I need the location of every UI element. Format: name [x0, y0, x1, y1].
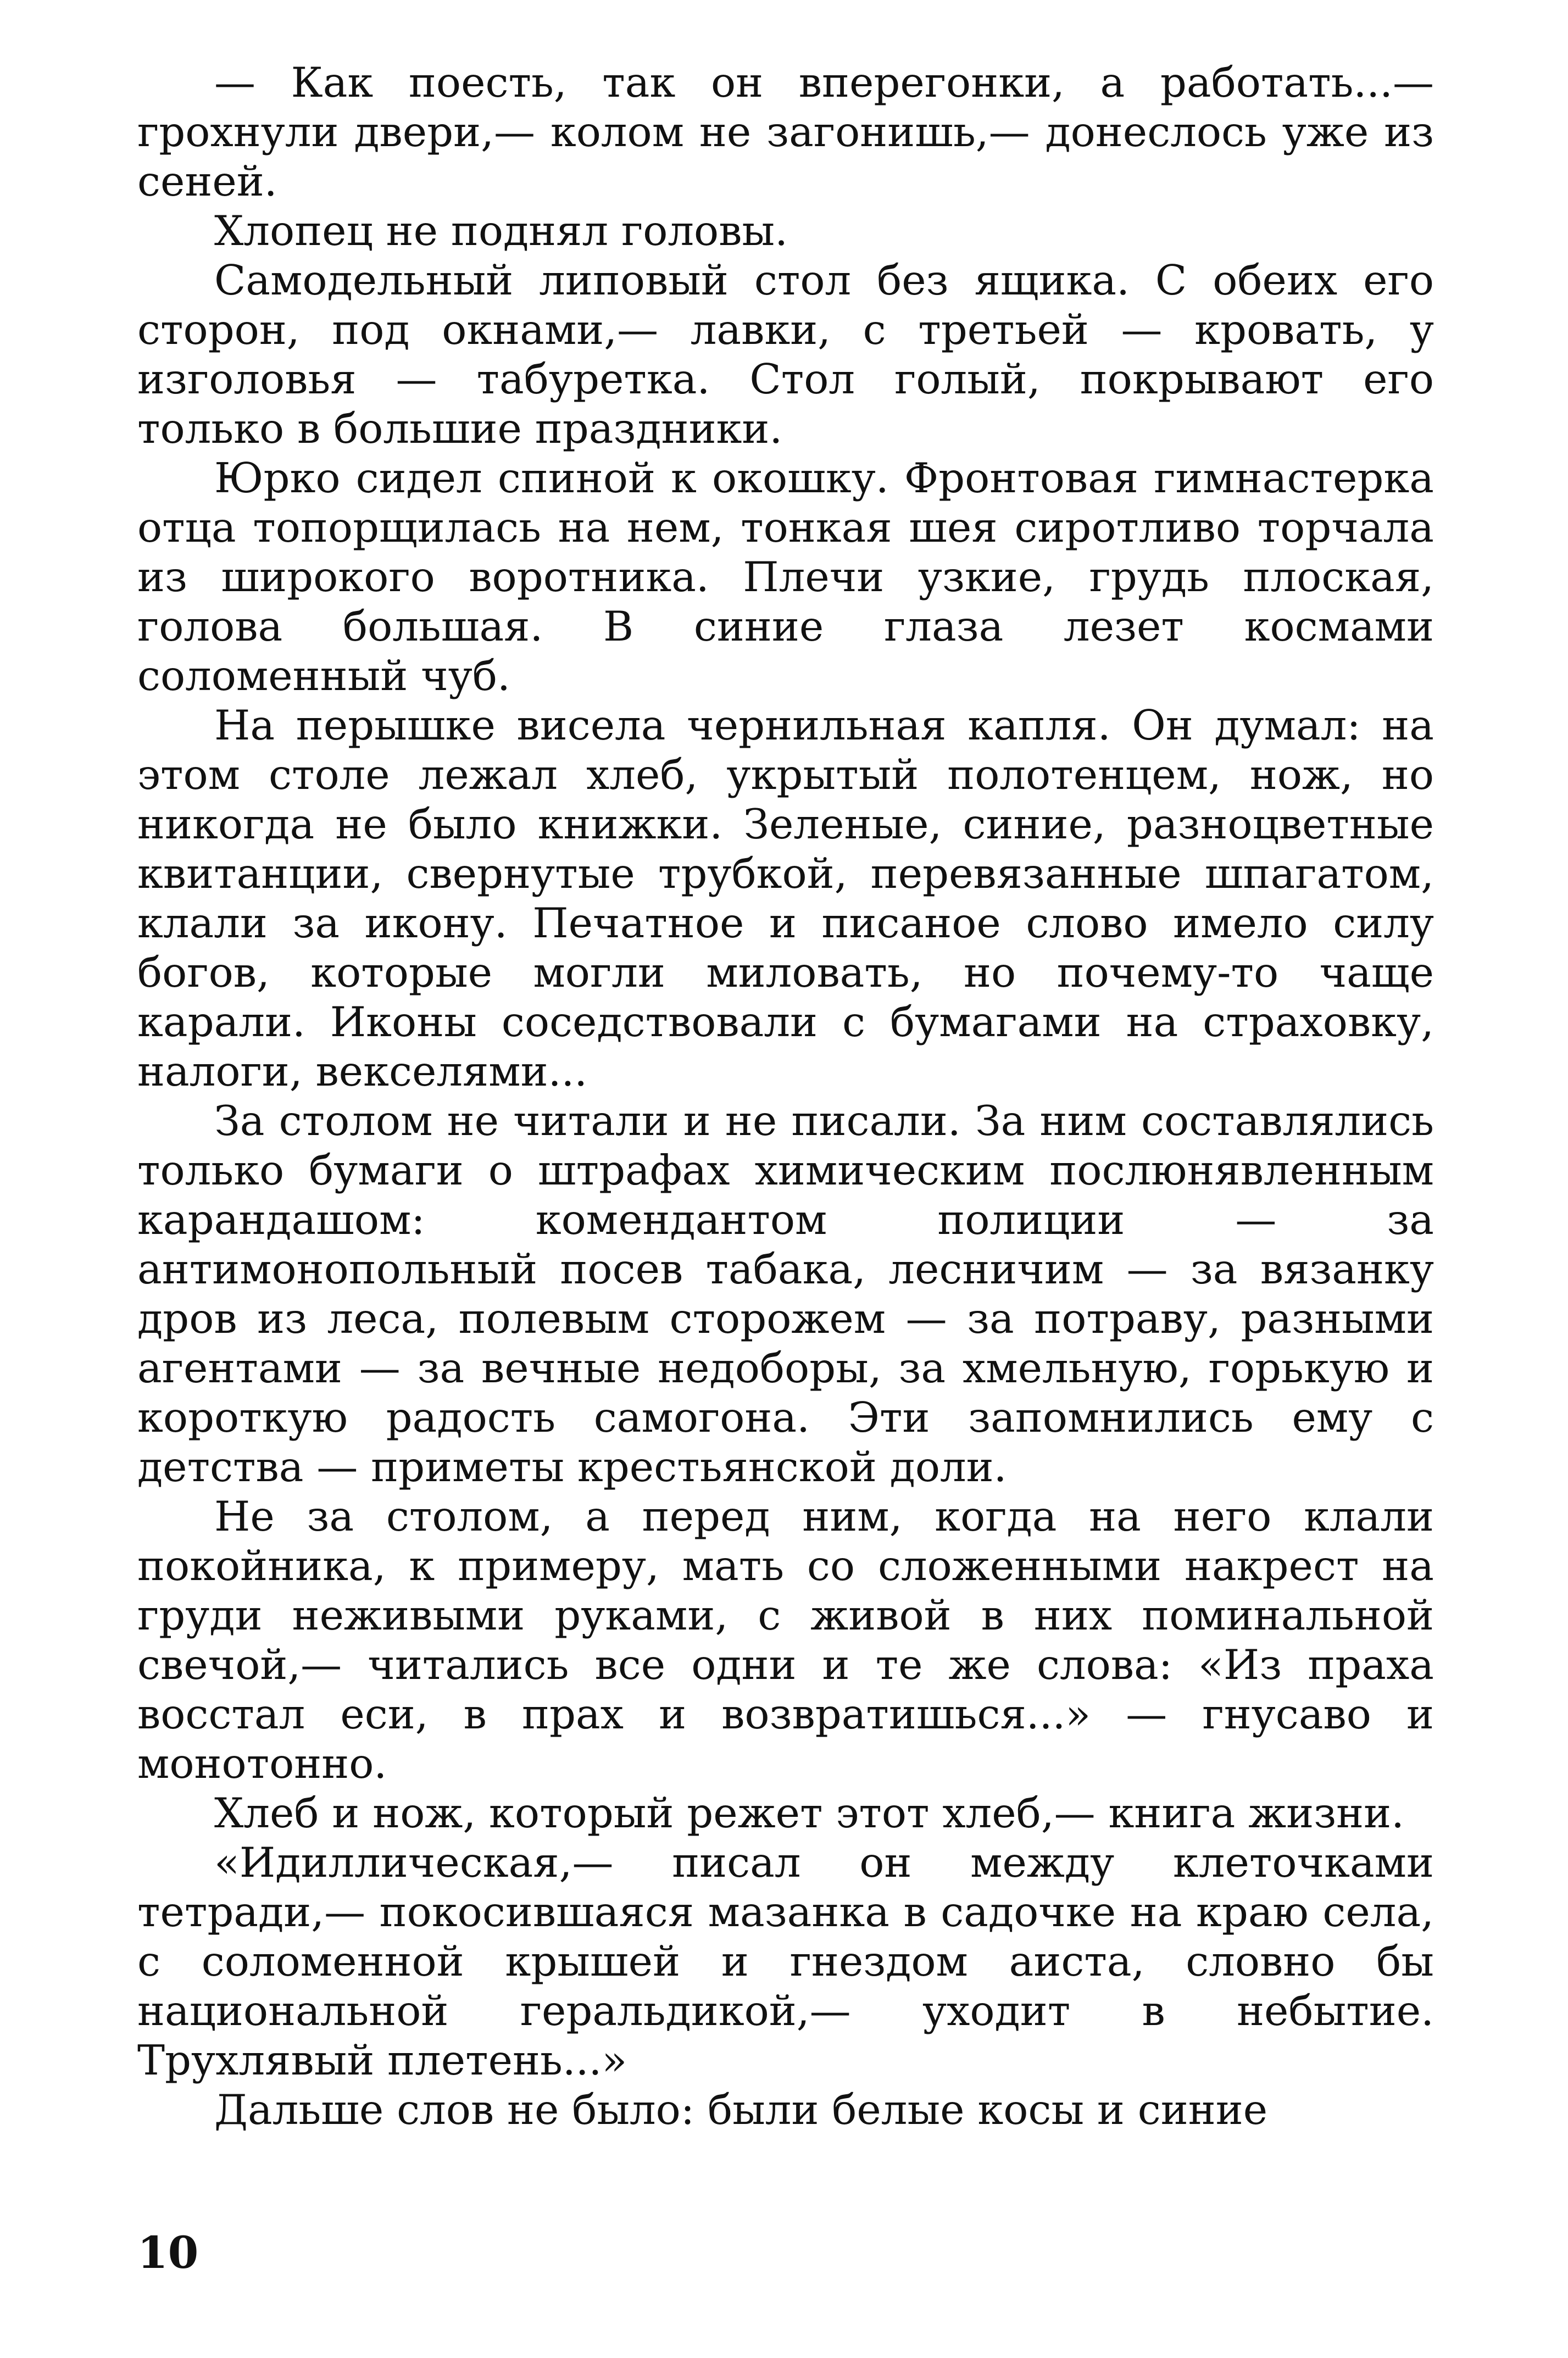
paragraph-5: На перышке висела чернильная капля. Он думал: на этом столе лежал хлеб, укрытый полотенцем, нож, но никогда не было книжки. Зеленые, синие, разноцветные квитанции, свернутые трубкой, перевязанные шпагатом, клали за икону. Печатное и писаное слово имело силу богов, которые могли миловать, но почему-то чаще карали. Иконы соседствовали с бумагами на страховку, налоги, векселями... [137, 701, 1434, 1095]
paragraph-7: Не за столом, а перед ним, когда на него клали покойника, к примеру, мать со сложенными накрест на груди неживыми руками, с живой в них поминальной свечой,— читались все одни и те же слова: «Из праха восстал еси, в прах и возвратишься...» — гнусаво и монотонно. [137, 1492, 1434, 1788]
paragraph-9: «Идиллическая,— писал он между клеточками тетради,— покосившаяся мазанка в садочке на краю села, с соломенной крышей и гнездом аиста, словно бы национальной геральдикой,— уходит в небытие. Трухлявый плетень...» [137, 1838, 1434, 2084]
paragraph-3: Самодельный липовый стол без ящика. С обеих его сторон, под окнами,— лавки, с третьей — кровать, у изголовья — табуретка. Стол голый, покрывают его только в большие праздники. [137, 256, 1434, 453]
book-page [137, 58, 1434, 2299]
page-number: 10 [137, 2227, 199, 2278]
text-column [137, 58, 1434, 2134]
paragraph-2: Хлопец не поднял головы. [214, 207, 788, 255]
paragraph-8: Хлеб и нож, который режет этот хлеб,— книга жизни. [214, 1789, 1404, 1837]
paragraph-1: — Как поесть, так он вперегонки, а работать...— грохнули двери,— колом не загонишь,— донеслось уже из сеней. [137, 58, 1434, 205]
paragraph-4: Юрко сидел спиной к окошку. Фронтовая гимнастерка отца топорщилась на нем, тонкая шея сиротливо торчала из широкого воротника. Плечи узкие, грудь плоская, голова большая. В синие глаза лезет космами соломенный чуб. [137, 454, 1434, 700]
paragraph-10: Дальше слов не было: были белые косы и синие [214, 2086, 1268, 2134]
paragraph-6: За столом не читали и не писали. За ним составлялись только бумаги о штрафах химическим послюнявленным карандашом: комендантом полиции — за антимонопольный посев табака, лесничим — за вязанку дров из леса, полевым сторожем — за потраву, разными агентами — за вечные недоборы, за хмельную, горькую и короткую радость самогона. Эти запомнились ему с детства — приметы крестьянской доли. [137, 1097, 1434, 1491]
